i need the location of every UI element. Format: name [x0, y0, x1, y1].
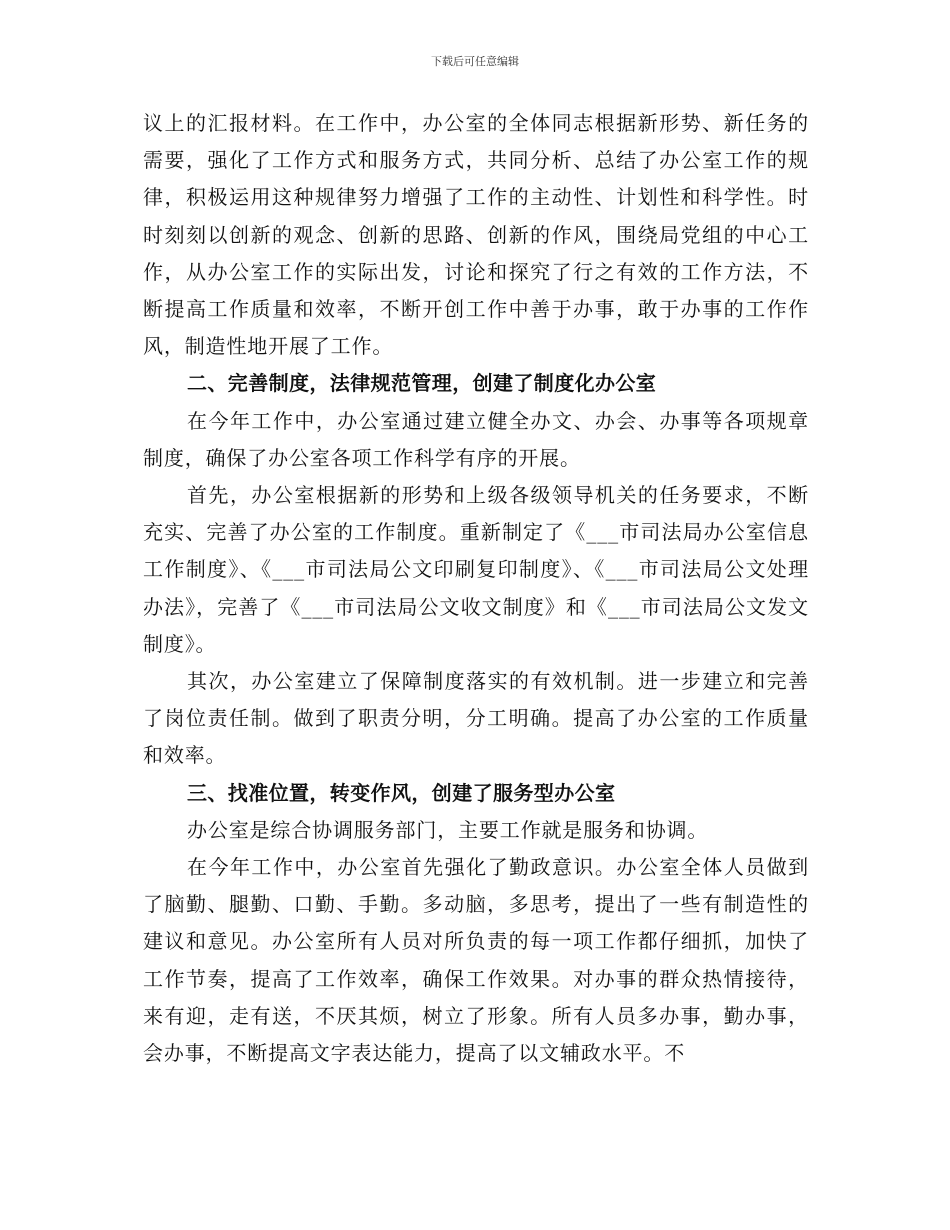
document-body: [143, 105, 809, 1072]
paragraph: 在今年工作中，办公室通过建立健全办文、办会、办事等各项规章制度，确保了办公室各项工作科学有序的开展。: [143, 408, 809, 470]
section-heading-3: 三、找准位置，转变作风，创建了服务型办公室: [187, 780, 616, 805]
header-note: 下载后可任意编辑: [431, 55, 519, 68]
paragraph: 在今年工作中，办公室首先强化了勤政意识。办公室全体人员做到了脑勤、腿勤、口勤、手勤。多动脑，多思考，提出了一些有制造性的建议和意见。办公室所有人员对所负责的每一项工作都仔细抓，加快了工作节奏，提高了工作效率，确保工作效果。对办事的群众热情接待，来有迎，走有送，不厌其烦，树立了形象。所有人员多办事，勤办事，会办事，不断提高文字表达能力，提高了以文辅政水平。不: [143, 855, 809, 1066]
paragraph: 其次，办公室建立了保障制度落实的有效机制。进一步建立和完善了岗位责任制。做到了职责分明，分工明确。提高了办公室的工作质量和效率。: [143, 669, 809, 768]
paragraph-continued: 议上的汇报材料。在工作中，办公室的全体同志根据新形势、新任务的需要，强化了工作方式和服务方式，共同分析、总结了办公室工作的规律，积极运用这种规律努力增强了工作的主动性、计划性和科学性。时时刻刻以创新的观念、创新的思路、创新的作风，围绕局党组的中心工作，从办公室工作的实际出发，讨论和探究了行之有效的工作方法，不断提高工作质量和效率，不断开创工作中善于办事，敢于办事的工作作风，制造性地开展了工作。: [143, 111, 809, 359]
section-heading-2: 二、完善制度，法律规范管理，创建了制度化办公室: [187, 371, 657, 396]
paragraph: 首先，办公室根据新的形势和上级各级领导机关的任务要求，不断充实、完善了办公室的工作制度。重新制定了《___市司法局办公室信息工作制度》、《___市司法局公文印刷复印制度》、《___市司法局公文处理办法》，完善了《___市司法局公文收文制度》和《___市司法局公文发文制度》。: [143, 483, 809, 656]
paragraph: 办公室是综合协调服务部门，主要工作就是服务和协调。: [187, 817, 709, 842]
